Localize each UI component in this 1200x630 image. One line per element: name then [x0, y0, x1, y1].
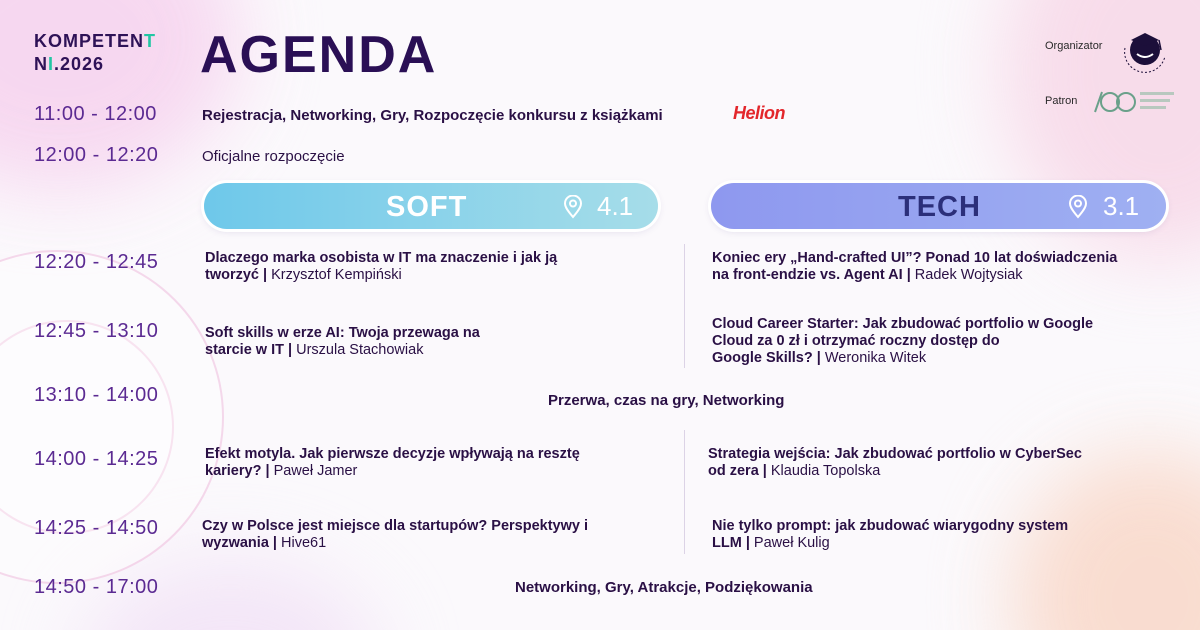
page-title: AGENDA — [200, 26, 438, 84]
organizer-logo — [1115, 18, 1175, 78]
organizer-label: Organizator — [1045, 40, 1103, 52]
track-soft-header — [204, 183, 658, 229]
talk-soft-4: Czy w Polsce jest miejsce dla startupów? Perspektywy i wyzwania | Hive61 — [202, 518, 589, 551]
column-divider — [684, 244, 685, 368]
talk-soft-1: Dlaczego marka osobista w IT ma znaczenie i jak ją tworzyć | Krzysztof Kempiński — [205, 250, 558, 283]
talk-tech-1: Koniec ery „Hand-crafted UI”? Ponad 10 lat doświadczenia na front-endzie vs. Agent AI | Radek Wojtysiak — [712, 250, 1118, 283]
track-label: TECH — [898, 191, 981, 223]
track-room: 4.1 — [597, 191, 634, 221]
time-slot: 12:20 - 12:45 — [34, 251, 159, 273]
talk-soft-3: Efekt motyla. Jak pierwsze decyzje wpływają na resztę kariery? | Paweł Jamer — [205, 446, 580, 479]
registration-row: Rejestracja, Networking, Gry, Rozpoczęcie konkursu z książkami — [202, 107, 663, 124]
break-row: Przerwa, czas na gry, Networking — [548, 392, 785, 409]
location-pin-icon — [562, 195, 584, 219]
track-label: SOFT — [386, 191, 468, 223]
talk-tech-3: Strategia wejścia: Jak zbudować portfolio w CyberSec od zera | Klaudia Topolska — [708, 446, 1082, 479]
column-divider — [684, 430, 685, 554]
opening-row: Oficjalne rozpoczęcie — [202, 148, 345, 165]
time-slot: 12:00 - 12:20 — [34, 144, 159, 166]
patron-label: Patron — [1045, 95, 1078, 107]
time-slot: 12:45 - 13:10 — [34, 320, 159, 342]
time-slot: 14:25 - 14:50 — [34, 517, 159, 539]
track-room: 3.1 — [1103, 191, 1140, 221]
patron-logo — [1090, 86, 1176, 118]
track-tech-header — [711, 183, 1166, 229]
talk-soft-2: Soft skills w erze AI: Twoja przewaga na starcie w IT | Urszula Stachowiak — [205, 325, 480, 358]
talk-tech-2: Cloud Career Starter: Jak zbudować portfolio w Google Cloud za 0 zł i otrzymać roczny dostęp do Google Skills? | Weronika Witek — [712, 316, 1094, 366]
time-slot: 11:00 - 12:00 — [34, 103, 157, 125]
time-slot: 14:50 - 17:00 — [34, 576, 159, 598]
event-logo: KOMPETENT NI.2026 — [34, 31, 157, 74]
closing-row: Networking, Gry, Atrakcje, Podziękowania — [515, 579, 813, 596]
time-slot: 13:10 - 14:00 — [34, 384, 159, 406]
location-pin-icon — [1067, 195, 1089, 219]
talk-tech-4: Nie tylko prompt: jak zbudować wiarygodny system LLM | Paweł Kulig — [712, 518, 1069, 551]
helion-logo: Helion — [733, 103, 786, 123]
time-slot: 14:00 - 14:25 — [34, 448, 159, 470]
